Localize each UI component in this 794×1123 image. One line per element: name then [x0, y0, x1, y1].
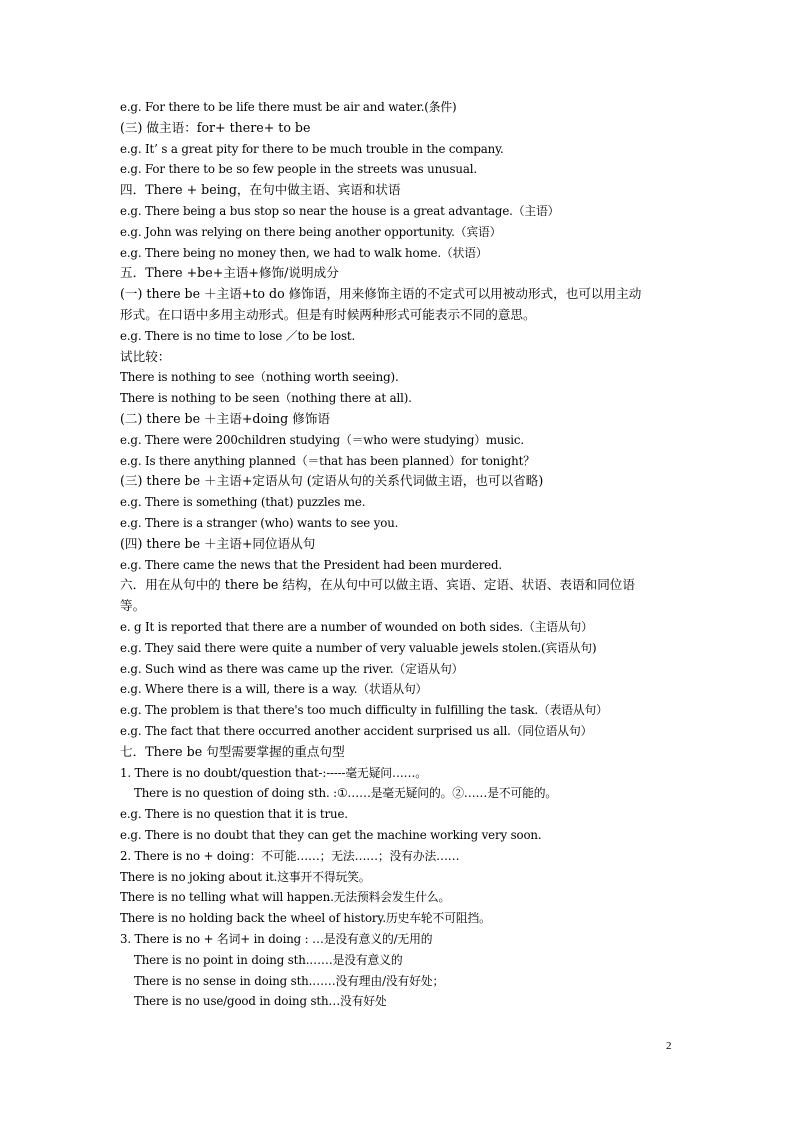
section-heading: (二) there be ＋主语+doing 修饰语 [120, 411, 331, 426]
text-line: e.g. It’ s a great pity for there to be much trouble in the company. [120, 142, 504, 156]
text-line: 3. There is no + 名词+ in doing : …是没有意义的/无用的 [120, 932, 433, 946]
text-line: 试比较： [120, 349, 171, 364]
text-line: There is no telling what will happen.无法预料会发生什么。 [120, 890, 451, 904]
section-heading: (三) 做主语：for+ there+ to be [120, 120, 311, 135]
text-line: There is nothing to be seen（nothing there at all). [120, 391, 412, 405]
text-line: e.g. For there to be life there must be air and water.(条件) [120, 100, 457, 114]
text-line: There is no use/good in doing sth…没有好处 [134, 994, 387, 1008]
text-line: e.g. The problem is that there's too much difficulty in fulfilling the task.（表语从句） [120, 703, 608, 717]
text-line: e.g. There is no time to lose ／to be lost. [120, 329, 356, 343]
text-line: e.g. Such wind as there was came up the river.（定语从句） [120, 662, 464, 676]
section-heading: 七．There be 句型需要掌握的重点句型 [120, 744, 345, 759]
text-line: 形式。在口语中多用主动形式。但是有时候两种形式可能表示不同的意思。 [120, 307, 536, 322]
text-line: There is no question of doing sth. :①……是毫无疑问的。②……是不可能的。 [134, 786, 558, 800]
text-line: e. g It is reported that there are a number of wounded on both sides.（主语从句） [120, 620, 593, 634]
text-line: There is nothing to see（nothing worth seeing). [120, 370, 399, 384]
text-line: e.g. The fact that there occurred another accident surprised us all.（同位语从句） [120, 724, 593, 738]
text-line: e.g. There is no doubt that they can get the machine working very soon. [120, 828, 542, 842]
text-line: e.g. There is something (that) puzzles me. [120, 495, 366, 509]
text-line: e.g. There is a stranger (who) wants to see you. [120, 516, 399, 530]
text-line: e.g. Where there is a will, there is a way.（状语从句） [120, 682, 428, 696]
text-line: There is no sense in doing sth.……没有理由/没有好处； [134, 974, 445, 988]
text-line: e.g. There came the news that the President had been murdered. [120, 558, 503, 572]
text-line: (一) there be ＋主语+to do 修饰语，用来修饰主语的不定式可以用被动形式，也可以用主动 [120, 286, 642, 301]
text-line: There is no holding back the wheel of history.历史车轮不可阻挡。 [120, 911, 491, 925]
text-line: e.g. There being no money then, we had to walk home.（状语） [120, 246, 488, 260]
text-line: e.g. There were 200children studying（＝who were studying）music. [120, 433, 524, 447]
text-line: e.g. There is no question that it is true. [120, 807, 348, 821]
text-line: There is no point in doing sth.……是没有意义的 [134, 953, 403, 967]
section-heading: (四) there be ＋主语+同位语从句 [120, 536, 316, 551]
section-heading: (三) there be ＋主语+定语从句 (定语从句的关系代词做主语，也可以省略) [120, 473, 544, 488]
text-line: e.g. Is there anything planned（＝that has been planned）for tonight？ [120, 454, 535, 468]
text-line: 1. There is no doubt/question that-:-----毫无疑问……。 [120, 766, 427, 780]
text-line: 2. There is no + doing：不可能……；无法……；没有办法…… [120, 849, 460, 863]
text-line: There is no joking about it.这事开不得玩笑。 [120, 870, 371, 884]
text-line: e.g. There being a bus stop so near the house is a great advantage.（主语） [120, 204, 560, 218]
section-heading: 五．There +be+主语+修饰/说明成分 [120, 265, 339, 280]
section-heading: 四．There + being，在句中做主语、宾语和状语 [120, 182, 401, 197]
text-line: 等。 [120, 598, 146, 613]
page-number: 2 [666, 1040, 672, 1052]
text-line: e.g. They said there were quite a number of very valuable jewels stolen.(宾语从句) [120, 641, 597, 655]
text-line: e.g. John was relying on there being another opportunity.（宾语） [120, 225, 502, 239]
section-heading: 六．用在从句中的 there be 结构，在从句中可以做主语、宾语、定语、状语、表语和同位语 [120, 577, 635, 592]
text-line: e.g. For there to be so few people in the streets was unusual. [120, 162, 477, 176]
